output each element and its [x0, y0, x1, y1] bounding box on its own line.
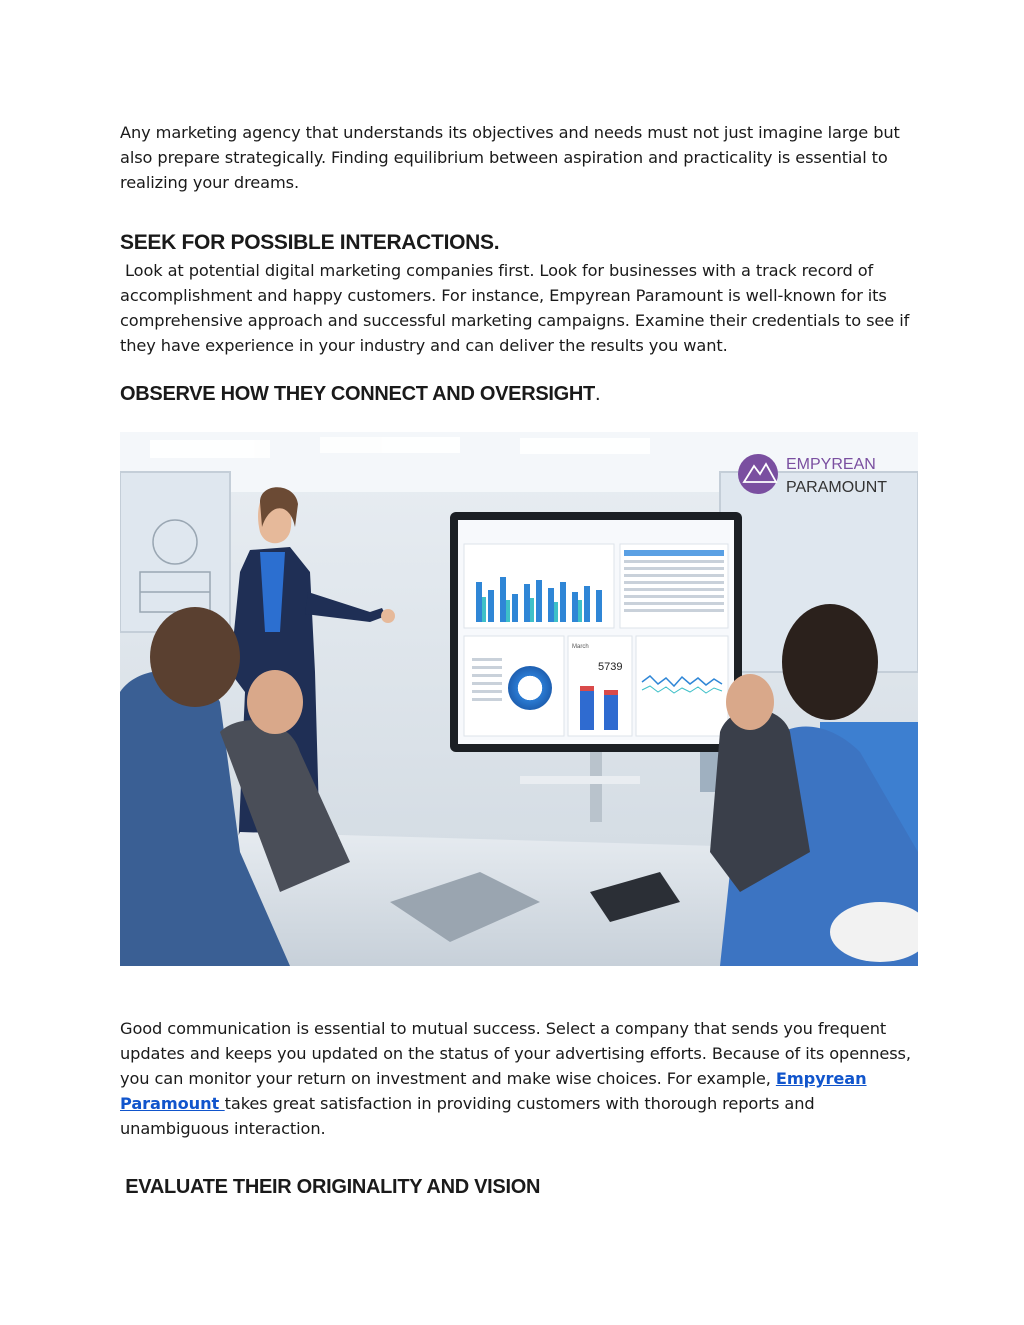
- communication-paragraph: [120, 1016, 920, 1141]
- heading-seek-interactions: SEEK FOR POSSIBLE INTERACTIONS.: [120, 231, 500, 254]
- screen-number: 5739: [598, 661, 623, 673]
- heading-observe-text: OBSERVE HOW THEY CONNECT AND OVERSIGHT: [120, 383, 595, 405]
- office-presentation-photo: [120, 432, 918, 966]
- communication-text-start: Good communication is essential to mutual success. Select a company that sends you frequent updates and keeps you updated on the status of your advertising efforts. Because of its openness, you can monitor your return on investment and make wise choices. For example,: [120, 1019, 911, 1088]
- heading-observe: [120, 383, 600, 406]
- logo-line2: PARAMOUNT: [786, 479, 888, 496]
- communication-text-end: takes great satisfaction in providing customers with thorough reports and unambiguous interaction.: [120, 1094, 815, 1138]
- logo-line1: EMPYREAN: [786, 456, 876, 473]
- heading-observe-period: .: [594, 383, 601, 405]
- intro-paragraph: Any marketing agency that understands its objectives and needs must not just imagine large but also prepare strategically. Finding equilibrium between aspiration and practicality is essential to realizing your dreams.: [120, 123, 900, 192]
- seek-paragraph: Look at potential digital marketing companies first. Look for businesses with a track record of accomplishment and happy customers. For instance, Empyrean Paramount is well-known for its comprehensive approach and successful marketing campaigns. Examine their credentials to see if they have experience in your industry and can deliver the results you want.: [120, 261, 915, 355]
- heading-evaluate: EVALUATE THEIR ORIGINALITY AND VISION: [120, 1176, 541, 1198]
- screen-panel-label: March: [572, 644, 589, 650]
- empyrean-paramount-link[interactable]: Empyrean Paramount: [120, 1069, 867, 1113]
